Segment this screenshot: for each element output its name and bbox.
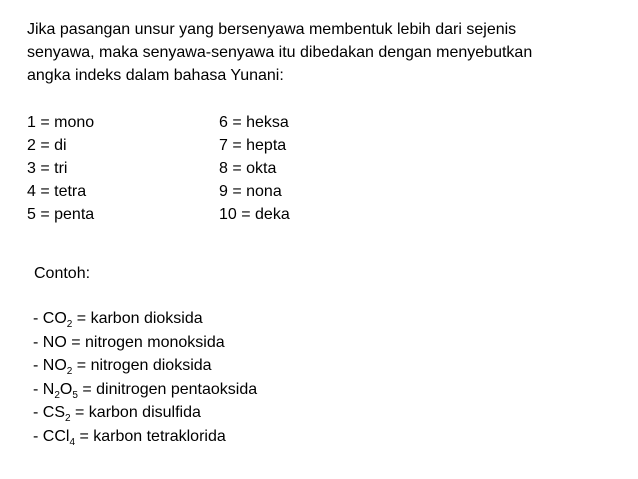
example-item <box>33 307 593 331</box>
subscript: 2 <box>65 413 71 424</box>
examples-list <box>33 307 593 448</box>
example-item <box>33 378 593 402</box>
example-text: - NO = nitrogen monoksida <box>33 333 225 351</box>
prefix-entry: 6 = heksa <box>219 114 289 131</box>
example-item <box>33 331 593 355</box>
example-item <box>33 354 593 378</box>
prefix-entry: 9 = nona <box>219 183 282 200</box>
example-text: = karbon disulfida <box>70 404 201 421</box>
greek-prefix-list <box>27 111 347 226</box>
example-text: O <box>59 380 73 398</box>
subscript: 2 <box>66 366 73 377</box>
example-item <box>33 425 593 449</box>
example-text: - CS <box>33 404 65 421</box>
example-text: - CCl <box>33 427 70 445</box>
prefix-entry: 5 = penta <box>27 206 95 223</box>
prefix-row <box>27 134 347 157</box>
intro-line: angka indeks dalam bahasa Yunani: <box>27 67 284 84</box>
example-text: - NO <box>33 357 67 374</box>
example-item <box>33 401 593 425</box>
prefix-row <box>27 157 347 180</box>
example-text: = nitrogen dioksida <box>72 357 212 374</box>
prefix-entry: 10 = deka <box>219 206 290 223</box>
example-text: - CO <box>33 310 67 327</box>
intro-line: senyawa, maka senyawa-senyawa itu dibedakan dengan menyebutkan <box>27 44 533 61</box>
subscript: 4 <box>69 436 75 448</box>
examples-heading: Contoh: <box>34 265 91 282</box>
subscript: 2 <box>54 389 60 401</box>
prefix-entry: 1 = mono <box>27 114 95 131</box>
intro-paragraph <box>27 18 617 87</box>
prefix-entry: 2 = di <box>27 137 67 154</box>
prefix-entry: 3 = tri <box>27 160 68 177</box>
prefix-row <box>27 111 347 134</box>
prefix-entry: 7 = hepta <box>219 137 287 154</box>
subscript: 2 <box>66 319 73 330</box>
subscript: 5 <box>72 389 78 401</box>
example-text: = dinitrogen pentaoksida <box>77 380 258 398</box>
intro-line: Jika pasangan unsur yang bersenyawa membentuk lebih dari sejenis <box>27 21 517 38</box>
example-text: - N <box>33 380 55 398</box>
example-text: = karbon dioksida <box>72 310 203 327</box>
prefix-row <box>27 180 347 203</box>
prefix-entry: 8 = okta <box>219 160 277 177</box>
prefix-row <box>27 203 347 226</box>
example-text: = karbon tetraklorida <box>75 427 226 445</box>
prefix-entry: 4 = tetra <box>27 183 87 200</box>
